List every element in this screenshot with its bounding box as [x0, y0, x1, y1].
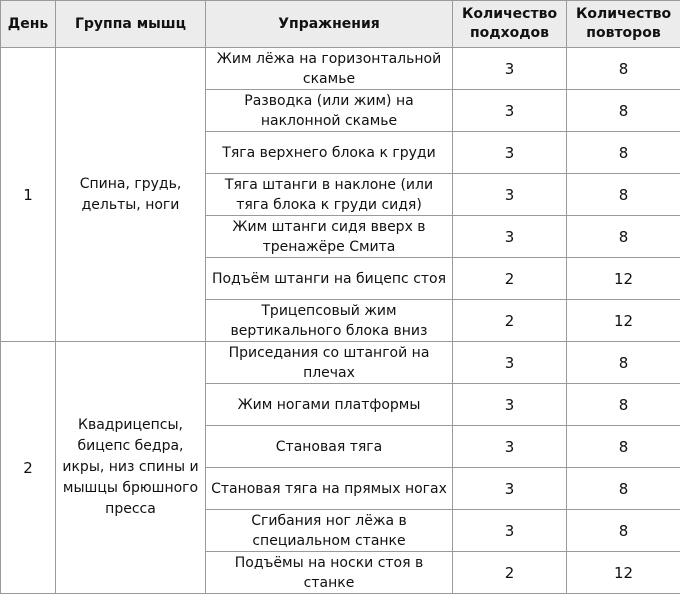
header-muscle-group: Группа мышц [56, 1, 206, 48]
reps-count: 8 [567, 342, 680, 384]
sets-count: 3 [453, 510, 567, 552]
muscle-group: Спина, грудь, дельты, ноги [56, 48, 206, 342]
exercise-name: Подъёмы на носки стоя в станке [206, 552, 453, 594]
sets-count: 3 [453, 48, 567, 90]
sets-count: 2 [453, 552, 567, 594]
header-row [1, 1, 680, 48]
exercise-name: Жим ногами платформы [206, 384, 453, 426]
exercise-name: Подъём штанги на бицепс стоя [206, 258, 453, 300]
reps-count: 8 [567, 132, 680, 174]
reps-count: 8 [567, 426, 680, 468]
reps-count: 12 [567, 552, 680, 594]
sets-count: 3 [453, 384, 567, 426]
reps-count: 8 [567, 216, 680, 258]
day-number: 2 [1, 342, 56, 594]
reps-count: 8 [567, 90, 680, 132]
exercise-name: Становая тяга [206, 426, 453, 468]
exercise-name: Сгибания ног лёжа в специальном станке [206, 510, 453, 552]
table-body [1, 48, 680, 594]
sets-count: 3 [453, 174, 567, 216]
exercise-name: Тяга верхнего блока к груди [206, 132, 453, 174]
sets-count: 3 [453, 468, 567, 510]
reps-count: 8 [567, 468, 680, 510]
exercise-name: Разводка (или жим) на наклонной скамье [206, 90, 453, 132]
table-row [1, 48, 680, 90]
sets-count: 3 [453, 342, 567, 384]
muscle-group: Квадрицепсы, бицепс бедра, икры, низ спины и мышцы брюшного пресса [56, 342, 206, 594]
exercise-name: Жим штанги сидя вверх в тренажёре Смита [206, 216, 453, 258]
sets-count: 3 [453, 216, 567, 258]
table-header [1, 1, 680, 48]
reps-count: 12 [567, 258, 680, 300]
reps-count: 8 [567, 174, 680, 216]
sets-count: 3 [453, 132, 567, 174]
reps-count: 8 [567, 510, 680, 552]
sets-count: 2 [453, 258, 567, 300]
header-sets: Количество подходов [453, 1, 567, 48]
exercise-name: Жим лёжа на горизонтальной скамье [206, 48, 453, 90]
header-exercises: Упражнения [206, 1, 453, 48]
exercise-name: Становая тяга на прямых ногах [206, 468, 453, 510]
exercise-name: Тяга штанги в наклоне (или тяга блока к груди сидя) [206, 174, 453, 216]
header-day: День [1, 1, 56, 48]
exercise-name: Приседания со штангой на плечах [206, 342, 453, 384]
reps-count: 8 [567, 384, 680, 426]
table-row [1, 342, 680, 384]
sets-count: 3 [453, 90, 567, 132]
reps-count: 12 [567, 300, 680, 342]
sets-count: 2 [453, 300, 567, 342]
exercise-name: Трицепсовый жим вертикального блока вниз [206, 300, 453, 342]
day-number: 1 [1, 48, 56, 342]
header-reps: Количество повторов [567, 1, 680, 48]
reps-count: 8 [567, 48, 680, 90]
sets-count: 3 [453, 426, 567, 468]
